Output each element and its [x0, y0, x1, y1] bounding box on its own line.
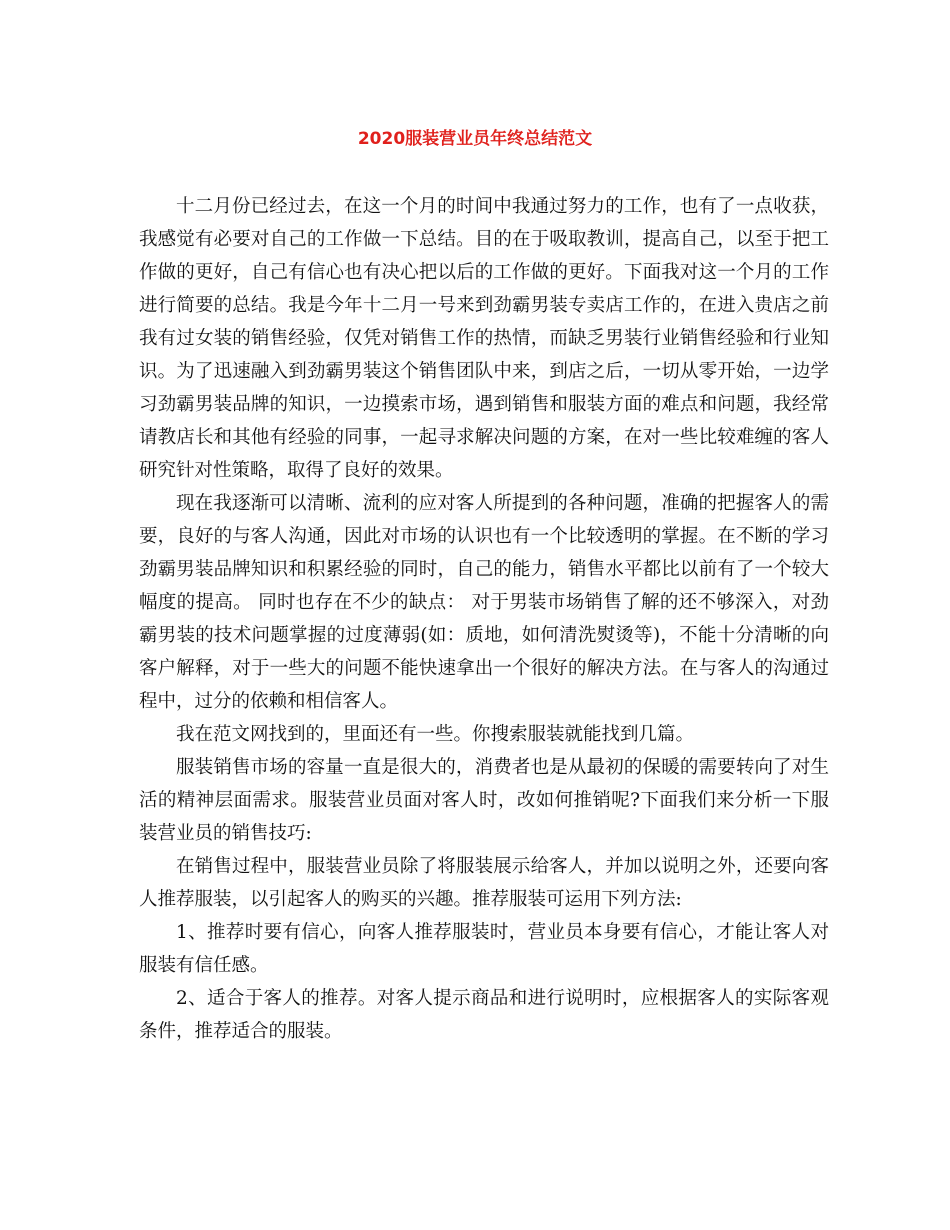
paragraph: 在销售过程中，服装营业员除了将服装展示给客人，并加以说明之外，还要向客人推荐服装，以引起客人的购买的兴趣。推荐服装可运用下列方法: [139, 856, 829, 910]
paragraph: 现在我逐渐可以清晰、流利的应对客人所提到的各种问题，准确的把握客人的需要，良好的与客人沟通，因此对市场的认识也有一个比较透明的掌握。在不断的学习劲霸男装品牌知识和积累经验的同时，自己的能力，销售水平都比以前有了一个较大幅度的提高。 同时也存在不少的缺点： 对于男装市场销售了解的还不够深入，对劲霸男装的技术问题掌握的过度薄弱(如：质地，如何清洗熨烫等)，不能十分清晰的向客户解释，对于一些大的问题不能快速拿出一个很好的解决方法。在与客人的沟通过程中，过分的依赖和相信客人。 [139, 493, 829, 712]
document-title: 2020服装营业员年终总结范文 [357, 129, 593, 149]
paragraph: 服装销售市场的容量一直是很大的，消费者也是从最初的保暖的需要转向了对生活的精神层面需求。服装营业员面对客人时，改如何推销呢?下面我们来分析一下服装营业员的销售技巧: [139, 757, 829, 844]
paragraph: 2、适合于客人的推荐。对客人提示商品和进行说明时，应根据客人的实际客观条件，推荐适合的服装。 [139, 988, 829, 1042]
document-body [139, 190, 829, 1048]
paragraph: 我在范文网找到的，里面还有一些。你搜索服装就能找到几篇。 [176, 724, 695, 745]
paragraph: 1、推荐时要有信心，向客人推荐服装时，营业员本身要有信心，才能让客人对服装有信任感。 [139, 922, 829, 976]
paragraph: 十二月份已经过去，在这一个月的时间中我通过努力的工作，也有了一点收获，我感觉有必要对自己的工作做一下总结。目的在于吸取教训，提高自己，以至于把工作做的更好，自己有信心也有决心把以后的工作做的更好。下面我对这一个月的工作进行简要的总结。我是今年十二月一号来到劲霸男装专卖店工作的，在进入贵店之前我有过女装的销售经验，仅凭对销售工作的热情，而缺乏男装行业销售经验和行业知识。为了迅速融入到劲霸男装这个销售团队中来，到店之后，一切从零开始，一边学习劲霸男装品牌的知识，一边摸索市场，遇到销售和服装方面的难点和问题，我经常请教店长和其他有经验的同事，一起寻求解决问题的方案，在对一些比较难缠的客人研究针对性策略，取得了良好的效果。 [139, 196, 829, 481]
